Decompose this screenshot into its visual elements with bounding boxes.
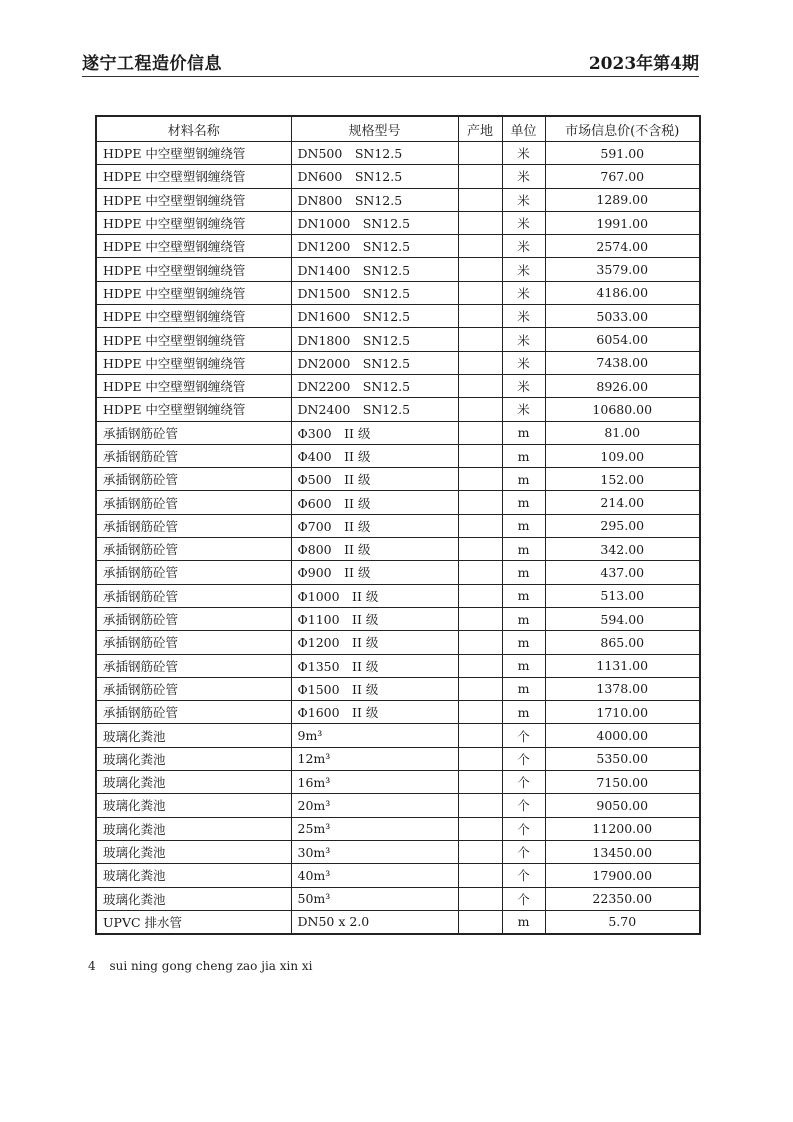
cell-price: 1378.00 — [545, 677, 700, 700]
cell-material-name: UPVC 排水管 — [96, 910, 291, 934]
table-row — [96, 188, 700, 211]
cell-spec: 40m³ — [291, 864, 458, 887]
cell-unit: m — [502, 910, 545, 934]
cell-price: 4186.00 — [545, 281, 700, 304]
table-row — [96, 701, 700, 724]
column-header-unit: 单位 — [502, 116, 545, 142]
cell-origin — [458, 771, 502, 794]
cell-unit: 个 — [502, 864, 545, 887]
cell-unit: m — [502, 631, 545, 654]
table-row — [96, 211, 700, 234]
cell-material-name: HDPE 中空壁塑钢缠绕管 — [96, 398, 291, 421]
cell-material-name: 玻璃化粪池 — [96, 817, 291, 840]
cell-material-name: 承插钢筋砼管 — [96, 677, 291, 700]
cell-material-name: 玻璃化粪池 — [96, 794, 291, 817]
cell-origin — [458, 677, 502, 700]
cell-origin — [458, 607, 502, 630]
cell-origin — [458, 398, 502, 421]
table-row — [96, 887, 700, 910]
cell-spec: 50m³ — [291, 887, 458, 910]
table-header-row — [96, 116, 700, 142]
table-row — [96, 351, 700, 374]
cell-unit: 个 — [502, 817, 545, 840]
cell-spec: Φ1000 II 级 — [291, 584, 458, 607]
cell-origin — [458, 724, 502, 747]
cell-origin — [458, 444, 502, 467]
table-row — [96, 165, 700, 188]
cell-origin — [458, 840, 502, 863]
page-number: 4 — [88, 959, 96, 973]
cell-origin — [458, 654, 502, 677]
cell-spec: 30m³ — [291, 840, 458, 863]
cell-material-name: HDPE 中空壁塑钢缠绕管 — [96, 305, 291, 328]
table-row — [96, 910, 700, 934]
cell-origin — [458, 887, 502, 910]
cell-material-name: HDPE 中空壁塑钢缠绕管 — [96, 211, 291, 234]
cell-price: 1710.00 — [545, 701, 700, 724]
cell-spec: DN1000 SN12.5 — [291, 211, 458, 234]
cell-spec: DN500 SN12.5 — [291, 142, 458, 165]
cell-origin — [458, 188, 502, 211]
cell-spec: DN2200 SN12.5 — [291, 374, 458, 397]
table-row — [96, 281, 700, 304]
cell-origin — [458, 584, 502, 607]
cell-price: 1991.00 — [545, 211, 700, 234]
table-row — [96, 747, 700, 770]
cell-origin — [458, 165, 502, 188]
cell-origin — [458, 235, 502, 258]
table-row — [96, 677, 700, 700]
cell-origin — [458, 305, 502, 328]
page-footer — [88, 959, 313, 973]
cell-material-name: 承插钢筋砼管 — [96, 421, 291, 444]
cell-material-name: HDPE 中空壁塑钢缠绕管 — [96, 258, 291, 281]
cell-price: 7438.00 — [545, 351, 700, 374]
cell-price: 5350.00 — [545, 747, 700, 770]
price-table — [95, 115, 701, 935]
cell-price: 594.00 — [545, 607, 700, 630]
cell-unit: m — [502, 514, 545, 537]
cell-material-name: HDPE 中空壁塑钢缠绕管 — [96, 351, 291, 374]
cell-spec: DN800 SN12.5 — [291, 188, 458, 211]
cell-material-name: 承插钢筋砼管 — [96, 631, 291, 654]
table-row — [96, 817, 700, 840]
cell-unit: m — [502, 561, 545, 584]
cell-unit: 米 — [502, 235, 545, 258]
table-row — [96, 631, 700, 654]
cell-unit: m — [502, 538, 545, 561]
cell-spec: DN2400 SN12.5 — [291, 398, 458, 421]
cell-origin — [458, 374, 502, 397]
cell-price: 3579.00 — [545, 258, 700, 281]
cell-price: 109.00 — [545, 444, 700, 467]
cell-material-name: HDPE 中空壁塑钢缠绕管 — [96, 328, 291, 351]
cell-spec: Φ1600 II 级 — [291, 701, 458, 724]
cell-spec: Φ300 II 级 — [291, 421, 458, 444]
cell-price: 437.00 — [545, 561, 700, 584]
cell-spec: DN1600 SN12.5 — [291, 305, 458, 328]
cell-unit: 米 — [502, 188, 545, 211]
cell-material-name: 承插钢筋砼管 — [96, 607, 291, 630]
table-row — [96, 607, 700, 630]
cell-material-name: HDPE 中空壁塑钢缠绕管 — [96, 142, 291, 165]
cell-material-name: 玻璃化粪池 — [96, 887, 291, 910]
cell-price: 295.00 — [545, 514, 700, 537]
cell-spec: Φ400 II 级 — [291, 444, 458, 467]
cell-price: 865.00 — [545, 631, 700, 654]
cell-unit: 米 — [502, 305, 545, 328]
cell-material-name: 承插钢筋砼管 — [96, 491, 291, 514]
cell-unit: m — [502, 468, 545, 491]
table-row — [96, 468, 700, 491]
cell-unit: 米 — [502, 165, 545, 188]
cell-material-name: HDPE 中空壁塑钢缠绕管 — [96, 374, 291, 397]
cell-price: 1131.00 — [545, 654, 700, 677]
cell-unit: 米 — [502, 258, 545, 281]
cell-price: 13450.00 — [545, 840, 700, 863]
cell-unit: 米 — [502, 374, 545, 397]
cell-material-name: 承插钢筋砼管 — [96, 538, 291, 561]
cell-unit: 个 — [502, 724, 545, 747]
cell-price: 4000.00 — [545, 724, 700, 747]
cell-material-name: 玻璃化粪池 — [96, 864, 291, 887]
cell-price: 591.00 — [545, 142, 700, 165]
table-row — [96, 491, 700, 514]
table-row — [96, 584, 700, 607]
cell-origin — [458, 328, 502, 351]
table-row — [96, 724, 700, 747]
table-row — [96, 258, 700, 281]
cell-material-name: 承插钢筋砼管 — [96, 654, 291, 677]
cell-unit: m — [502, 701, 545, 724]
cell-unit: m — [502, 584, 545, 607]
cell-unit: m — [502, 491, 545, 514]
cell-price: 513.00 — [545, 584, 700, 607]
cell-price: 7150.00 — [545, 771, 700, 794]
cell-unit: 米 — [502, 281, 545, 304]
footer-text: sui ning gong cheng zao jia xin xi — [109, 959, 313, 973]
cell-origin — [458, 631, 502, 654]
cell-unit: 米 — [502, 211, 545, 234]
table-row — [96, 142, 700, 165]
cell-material-name: 玻璃化粪池 — [96, 771, 291, 794]
cell-price: 11200.00 — [545, 817, 700, 840]
cell-spec: Φ900 II 级 — [291, 561, 458, 584]
cell-price: 10680.00 — [545, 398, 700, 421]
cell-origin — [458, 864, 502, 887]
cell-origin — [458, 281, 502, 304]
table-row — [96, 398, 700, 421]
cell-origin — [458, 468, 502, 491]
cell-spec: DN1500 SN12.5 — [291, 281, 458, 304]
table-row — [96, 654, 700, 677]
cell-unit: 个 — [502, 840, 545, 863]
cell-price: 6054.00 — [545, 328, 700, 351]
cell-unit: 米 — [502, 328, 545, 351]
cell-origin — [458, 910, 502, 934]
table-row — [96, 561, 700, 584]
cell-origin — [458, 794, 502, 817]
cell-price: 214.00 — [545, 491, 700, 514]
cell-spec: DN600 SN12.5 — [291, 165, 458, 188]
cell-origin — [458, 491, 502, 514]
cell-price: 5033.00 — [545, 305, 700, 328]
cell-spec: 20m³ — [291, 794, 458, 817]
cell-spec: Φ700 II 级 — [291, 514, 458, 537]
cell-price: 22350.00 — [545, 887, 700, 910]
cell-unit: m — [502, 677, 545, 700]
cell-spec: Φ600 II 级 — [291, 491, 458, 514]
cell-material-name: HDPE 中空壁塑钢缠绕管 — [96, 165, 291, 188]
cell-spec: 9m³ — [291, 724, 458, 747]
cell-price: 9050.00 — [545, 794, 700, 817]
cell-unit: m — [502, 421, 545, 444]
cell-material-name: 承插钢筋砼管 — [96, 468, 291, 491]
cell-spec: DN50 x 2.0 — [291, 910, 458, 934]
cell-material-name: 承插钢筋砼管 — [96, 561, 291, 584]
column-header-spec: 规格型号 — [291, 116, 458, 142]
cell-origin — [458, 538, 502, 561]
column-header-origin: 产地 — [458, 116, 502, 142]
cell-spec: Φ1500 II 级 — [291, 677, 458, 700]
cell-unit: 个 — [502, 794, 545, 817]
cell-unit: 个 — [502, 887, 545, 910]
cell-material-name: 玻璃化粪池 — [96, 724, 291, 747]
cell-origin — [458, 561, 502, 584]
cell-spec: Φ800 II 级 — [291, 538, 458, 561]
cell-spec: 12m³ — [291, 747, 458, 770]
cell-spec: Φ1200 II 级 — [291, 631, 458, 654]
cell-price: 767.00 — [545, 165, 700, 188]
cell-unit: m — [502, 654, 545, 677]
table-row — [96, 444, 700, 467]
cell-origin — [458, 817, 502, 840]
cell-spec: DN1200 SN12.5 — [291, 235, 458, 258]
cell-origin — [458, 514, 502, 537]
cell-unit: 米 — [502, 398, 545, 421]
cell-price: 342.00 — [545, 538, 700, 561]
table-row — [96, 794, 700, 817]
cell-price: 5.70 — [545, 910, 700, 934]
cell-origin — [458, 351, 502, 374]
cell-origin — [458, 421, 502, 444]
table-row — [96, 374, 700, 397]
cell-price: 8926.00 — [545, 374, 700, 397]
cell-material-name: HDPE 中空壁塑钢缠绕管 — [96, 235, 291, 258]
cell-unit: 米 — [502, 351, 545, 374]
cell-material-name: 承插钢筋砼管 — [96, 514, 291, 537]
cell-origin — [458, 747, 502, 770]
table-row — [96, 421, 700, 444]
cell-spec: 25m³ — [291, 817, 458, 840]
cell-material-name: 玻璃化粪池 — [96, 840, 291, 863]
cell-price: 2574.00 — [545, 235, 700, 258]
cell-price: 1289.00 — [545, 188, 700, 211]
cell-price: 17900.00 — [545, 864, 700, 887]
cell-unit: m — [502, 607, 545, 630]
cell-material-name: 承插钢筋砼管 — [96, 701, 291, 724]
cell-origin — [458, 211, 502, 234]
cell-spec: DN2000 SN12.5 — [291, 351, 458, 374]
cell-unit: 米 — [502, 142, 545, 165]
table-row — [96, 771, 700, 794]
table-row — [96, 840, 700, 863]
table-row — [96, 538, 700, 561]
cell-material-name: HDPE 中空壁塑钢缠绕管 — [96, 281, 291, 304]
cell-material-name: 承插钢筋砼管 — [96, 584, 291, 607]
table-row — [96, 235, 700, 258]
cell-spec: 16m³ — [291, 771, 458, 794]
table-row — [96, 514, 700, 537]
cell-spec: Φ500 II 级 — [291, 468, 458, 491]
cell-material-name: 玻璃化粪池 — [96, 747, 291, 770]
column-header-name: 材料名称 — [96, 116, 291, 142]
table-row — [96, 328, 700, 351]
cell-spec: DN1800 SN12.5 — [291, 328, 458, 351]
cell-spec: Φ1350 II 级 — [291, 654, 458, 677]
table-row — [96, 305, 700, 328]
page-header — [82, 46, 699, 77]
cell-unit: m — [502, 444, 545, 467]
cell-spec: DN1400 SN12.5 — [291, 258, 458, 281]
cell-unit: 个 — [502, 771, 545, 794]
issue-label: 2023年第4期 — [588, 54, 699, 74]
cell-material-name: HDPE 中空壁塑钢缠绕管 — [96, 188, 291, 211]
table-row — [96, 864, 700, 887]
cell-price: 152.00 — [545, 468, 700, 491]
cell-price: 81.00 — [545, 421, 700, 444]
cell-spec: Φ1100 II 级 — [291, 607, 458, 630]
cell-origin — [458, 701, 502, 724]
cell-origin — [458, 258, 502, 281]
column-header-price: 市场信息价(不含税) — [545, 116, 700, 142]
publication-title: 遂宁工程造价信息 — [82, 54, 222, 74]
cell-origin — [458, 142, 502, 165]
cell-material-name: 承插钢筋砼管 — [96, 444, 291, 467]
cell-unit: 个 — [502, 747, 545, 770]
